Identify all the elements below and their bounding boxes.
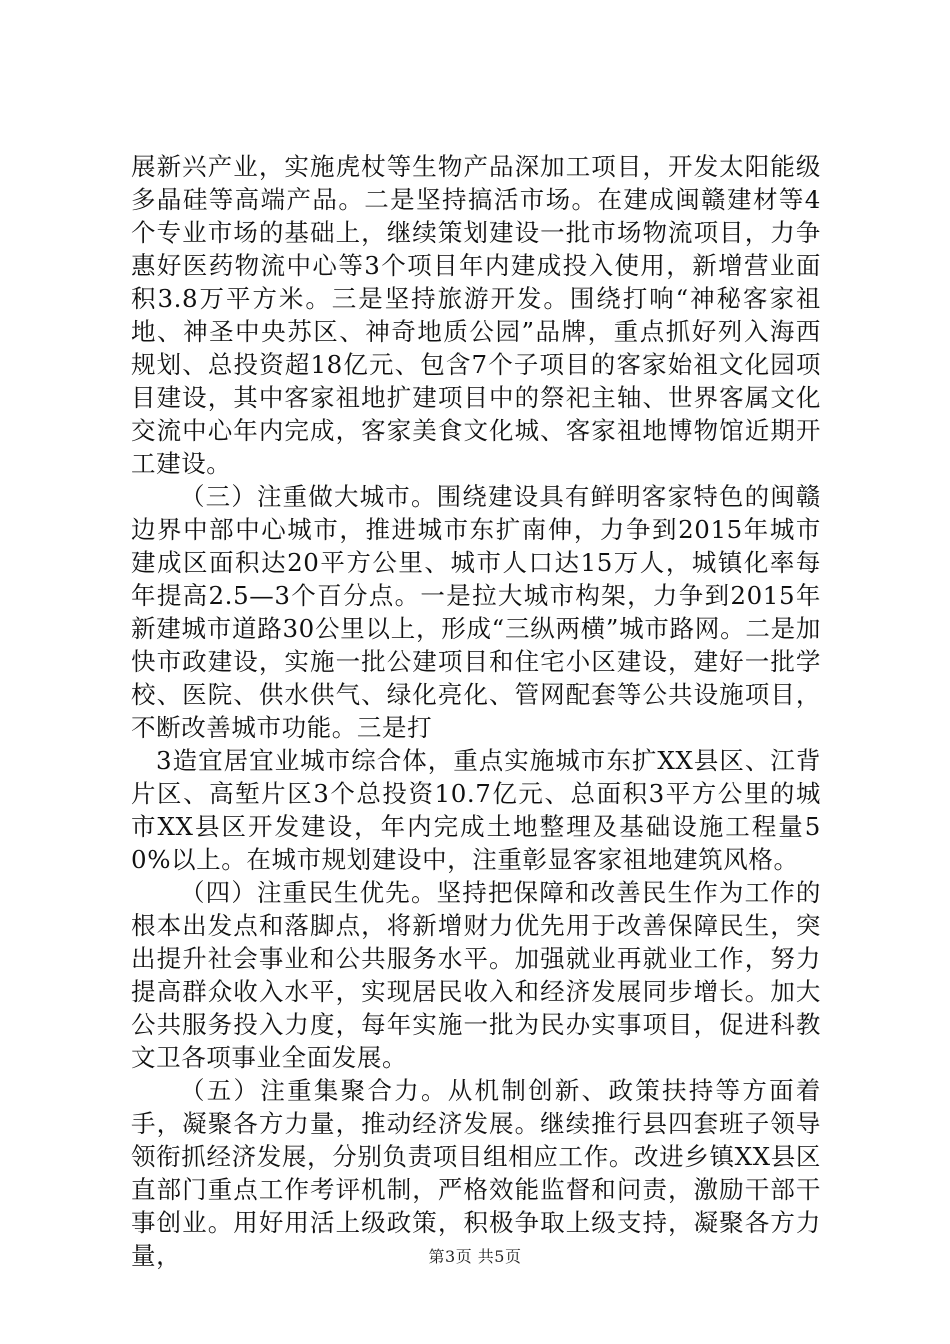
paragraph-city-expansion: （三）注重做大城市。围绕建设具有鲜明客家特色的闽赣边界中部中心城市，推进城市东扩南伸，力争到2015年城市建成区面积达20平方公里、城市人口达15万人，城镇化率每年提高2.5—3个百分点。一是拉大城市构架，力争到2015年新建城市道路30公里以上，形成“三纵两横”城市路网。二是加快市政建设，实施一批公建项目和住宅小区建设，建好一批学校、医院、供水供气、绿化亮化、管网配套等公共设施项目，不断改善城市功能。三是打 bbox=[131, 482, 821, 742]
paragraph-urban-complex: 3造宜居宜业城市综合体，重点实施城市东扩XX县区、江背片区、高堑片区3个总投资10.7亿元、总面积3平方公里的城市XX县区开发建设，年内完成土地整理及基础设施工程量50%以上。在城市规划建设中，注重彰显客家祖地建筑风格。 bbox=[131, 746, 821, 874]
paragraph-industry-market-tourism: 展新兴产业，实施虎杖等生物产品深加工项目，开发太阳能级多晶硅等高端产品。二是坚持搞活市场。在建成闽赣建材等4个专业市场的基础上，继续策划建设一批市场物流项目，力争惠好医药物流中心等3个项目年内建成投入使用，新增营业面积3.8万平方米。三是坚持旅游开发。围绕打响“神秘客家祖地、神圣中央苏区、神奇地质公园”品牌，重点抓好列入海西规划、总投资超18亿元、包含7个子项目的客家始祖文化园项目建设，其中客家祖地扩建项目中的祭祀主轴、世界客属文化交流中心年内完成，客家美食文化城、客家祖地博物馆近期开工建设。 bbox=[131, 152, 821, 478]
page-number-footer: 第3页 共5页 bbox=[428, 1247, 522, 1266]
paragraph-joint-effort: （五）注重集聚合力。从机制创新、政策扶持等方面着手，凝聚各方力量，推动经济发展。继续推行县四套班子领导领衔抓经济发展，分别负责项目组相应工作。改进乡镇XX县区直部门重点工作考评机制，严格效能监督和问责，激励干部干事创业。用好用活上级政策，积极争取上级支持，凝聚各方力量， bbox=[131, 1076, 821, 1270]
document-body bbox=[131, 150, 821, 1272]
paragraph-livelihood: （四）注重民生优先。坚持把保障和改善民生作为工作的根本出发点和落脚点，将新增财力优先用于改善保障民生，突出提升社会事业和公共服务水平。加强就业再就业工作，努力提高群众收入水平，实现居民收入和经济发展同步增长。加大公共服务投入力度，每年实施一批为民办实事项目，促进科教文卫各项事业全面发展。 bbox=[131, 878, 821, 1072]
